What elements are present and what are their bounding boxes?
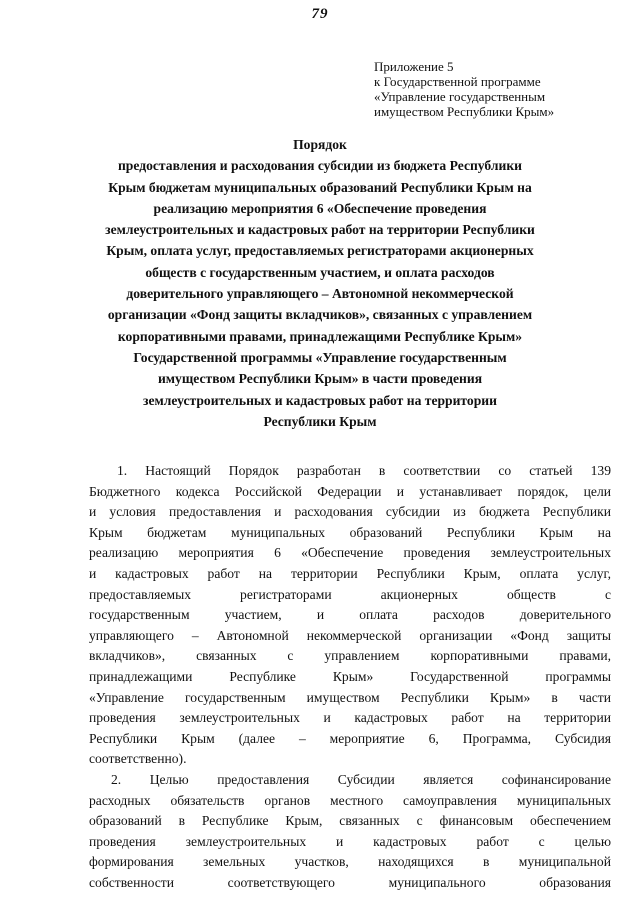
document-title [70, 134, 570, 432]
title-line: Республики Крым [263, 413, 377, 429]
paragraph-line: образований в Республике Крым, связанных с финансовым обеспечением [89, 813, 611, 829]
title-line: Крым бюджетам муниципальных образований Республики Крым на [108, 179, 532, 195]
paragraph-line: «Управление государственным имуществом Республики Крым» в части [89, 689, 611, 705]
paragraph-line: формирования земельных участков, находящихся в муниципальной [89, 854, 611, 870]
paragraph-line: расходных обязательств органов местного самоуправления муниципальных [89, 792, 611, 808]
paragraph-line: соответственно). [89, 751, 187, 767]
title-line: реализацию мероприятия 6 «Обеспечение проведения [153, 200, 487, 216]
document-body [89, 461, 611, 893]
paragraph-line: вкладчиков», связанных с управлением корпоративными правами, [89, 648, 611, 664]
paragraph-1 [89, 461, 611, 770]
title-line: обществ с государственным участием, и оплата расходов [145, 264, 495, 280]
appendix-line: Приложение 5 [374, 59, 454, 74]
appendix-line: «Управление государственным [374, 89, 546, 104]
paragraph-line: принадлежащими Республике Крым» Государственной программы [89, 668, 611, 684]
appendix-line: к Государственной программе [374, 74, 541, 89]
appendix-note [374, 59, 614, 119]
paragraph-line: 1. Настоящий Порядок разработан в соответствии со статьей 139 [117, 463, 611, 478]
paragraph-line: управляющего – Автономной некоммерческой организации «Фонд защиты [89, 627, 611, 643]
paragraph-line: Крым бюджетам муниципальных образований Республики Крым на [89, 524, 611, 540]
paragraph-line: предоставляемых регистраторами акционерных обществ с [89, 586, 611, 602]
paragraph-line: государственным участием, и оплата расходов доверительного [89, 607, 611, 623]
title-line: Порядок [293, 137, 347, 152]
title-line: имуществом Республики Крым» в части проведения [157, 371, 483, 387]
paragraph-line: и условия предоставления и расходования субсидии из бюджета Республики [89, 504, 611, 520]
appendix-line: имуществом Республики Крым» [374, 104, 555, 119]
title-line: доверительного управляющего – Автономной некоммерческой [126, 286, 514, 302]
paragraph-line: проведения землеустроительных и кадастровых работ на территории [89, 710, 611, 726]
paragraph-line: Бюджетного кодекса Российской Федерации и устанавливает порядок, цели [89, 483, 611, 499]
page-number: 79 [311, 6, 329, 22]
title-line: землеустроительных и кадастровых работ на территории [143, 392, 497, 408]
paragraph-line: реализацию мероприятия 6 «Обеспечение проведения землеустроительных [89, 545, 611, 561]
title-line: организации «Фонд защиты вкладчиков», связанных с управлением [107, 307, 533, 323]
paragraph-line: проведения землеустроительных и кадастровых работ с целью [89, 833, 611, 849]
paragraph-2 [89, 770, 611, 894]
title-line: Государственной программы «Управление государственным [133, 349, 507, 365]
paragraph-line: собственности соответствующего муниципального образования [89, 874, 611, 890]
title-line: корпоративными правами, принадлежащими Республике Крым» [117, 328, 523, 344]
paragraph-line: и кадастровых работ на территории Республики Крым, оплата услуг, [89, 565, 611, 581]
paragraph-line: Республики Крым (далее – мероприятие 6, Программа, Субсидия [89, 730, 611, 746]
paragraph-line: 2. Целью предоставления Субсидии является софинансирование [111, 771, 611, 787]
title-line: Крым, оплата услуг, предоставляемых регистраторами акционерных [106, 243, 534, 259]
title-line: предоставления и расходования субсидии из бюджета Республики [117, 158, 523, 174]
title-line: землеустроительных и кадастровых работ на территории Республики [105, 222, 535, 238]
